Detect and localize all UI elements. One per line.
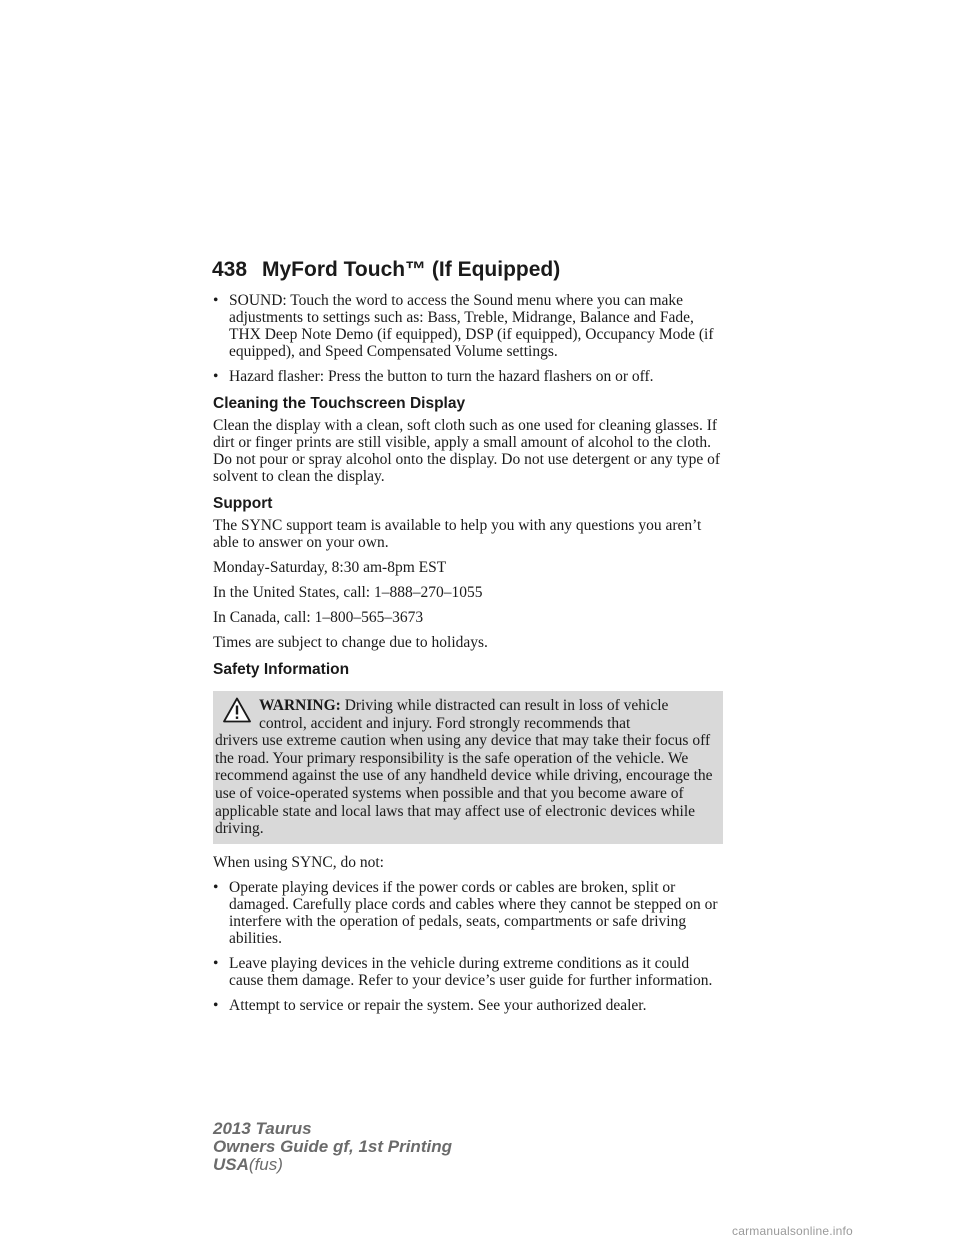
bullet-text: Hazard flasher: Press the button to turn the hazard flashers on or off. xyxy=(229,368,654,385)
warning-first-lines xyxy=(215,697,719,732)
warning-triangle-icon xyxy=(223,697,251,723)
list-item xyxy=(213,955,723,989)
list-item xyxy=(213,368,723,385)
page-number: 438 xyxy=(212,258,248,281)
footer-region-suffix: (fus) xyxy=(248,1155,283,1174)
bullet-mark: • xyxy=(213,292,219,309)
warning-label: WARNING: xyxy=(259,697,341,714)
section-heading-support: Support xyxy=(213,495,273,512)
bullet-text: Leave playing devices in the vehicle during extreme conditions as it could cause them damage. Refer to your device’s user guide for further information. xyxy=(229,954,713,989)
page-header xyxy=(212,258,560,282)
list-item xyxy=(213,292,723,360)
support-us-phone: In the United States, call: 1–888–270–1055 xyxy=(213,584,483,601)
bullet-text: SOUND: Touch the word to access the Sound menu where you can make adjustments to settings such as: Bass, Treble, Midrange, Balance and Fade, THX Deep Note Demo (if equipped), DSP (if equipped), Occupancy Mode (if equipped), and Speed Compensated Volume settings. xyxy=(229,292,714,360)
chapter-title: MyFord Touch™ (If Equipped) xyxy=(262,258,561,281)
bullet-text: Operate playing devices if the power cords or cables are broken, split or damaged. Carefully place cords and cables where they cannot be stepped on or interfere with the operation of pedals, seats, compartments or safe driving abilities. xyxy=(229,878,718,947)
bullet-mark: • xyxy=(213,996,219,1014)
bullet-mark: • xyxy=(213,878,219,896)
cleaning-text: Clean the display with a clean, soft cloth such as one used for cleaning glasses. If dirt or finger prints are still visible, apply a small amount of alcohol to the cloth. Do not pour or spray alcohol onto the display. Do not use detergent or any type of solvent to clean the display. xyxy=(213,417,721,485)
warning-first-text: Driving while distracted can result in loss of vehicle control, accident and injury. Ford strongly recommends that xyxy=(259,697,669,732)
support-canada-phone: In Canada, call: 1–800–565–3673 xyxy=(213,609,424,626)
when-using-text: When using SYNC, do not: xyxy=(213,853,384,871)
list-item xyxy=(213,879,723,947)
section-heading-safety: Safety Information xyxy=(213,661,350,678)
list-item xyxy=(213,997,723,1014)
page-footer xyxy=(213,1120,452,1174)
support-intro: The SYNC support team is available to help you with any questions you aren’t able to answer on your own. xyxy=(213,517,702,551)
warning-rest-text: drivers use extreme caution when using any device that may take their focus off the road. Your primary responsibility is the safe operation of the vehicle. We recommend against the use of any handheld device while driving, encourage the use of voice-operated systems when possible and that you become aware of applicable state and local laws that may affect use of electronic devices while driving. xyxy=(215,732,713,838)
bullet-mark: • xyxy=(213,368,219,385)
footer-region xyxy=(213,1156,452,1174)
support-hours: Monday-Saturday, 8:30 am-8pm EST xyxy=(213,559,447,576)
footer-edition: Owners Guide gf, 1st Printing xyxy=(213,1137,452,1156)
warning-box xyxy=(213,691,723,844)
page-content xyxy=(213,292,723,1022)
footer-region-code: USA xyxy=(213,1155,249,1174)
section-heading-cleaning: Cleaning the Touchscreen Display xyxy=(213,395,466,412)
watermark: carmanualsonline.info xyxy=(732,1224,853,1238)
bullet-text: Attempt to service or repair the system. See your authorized dealer. xyxy=(229,996,647,1014)
footer-model: 2013 Taurus xyxy=(213,1119,312,1138)
support-note: Times are subject to change due to holidays. xyxy=(213,634,488,651)
bullet-mark: • xyxy=(213,954,219,972)
